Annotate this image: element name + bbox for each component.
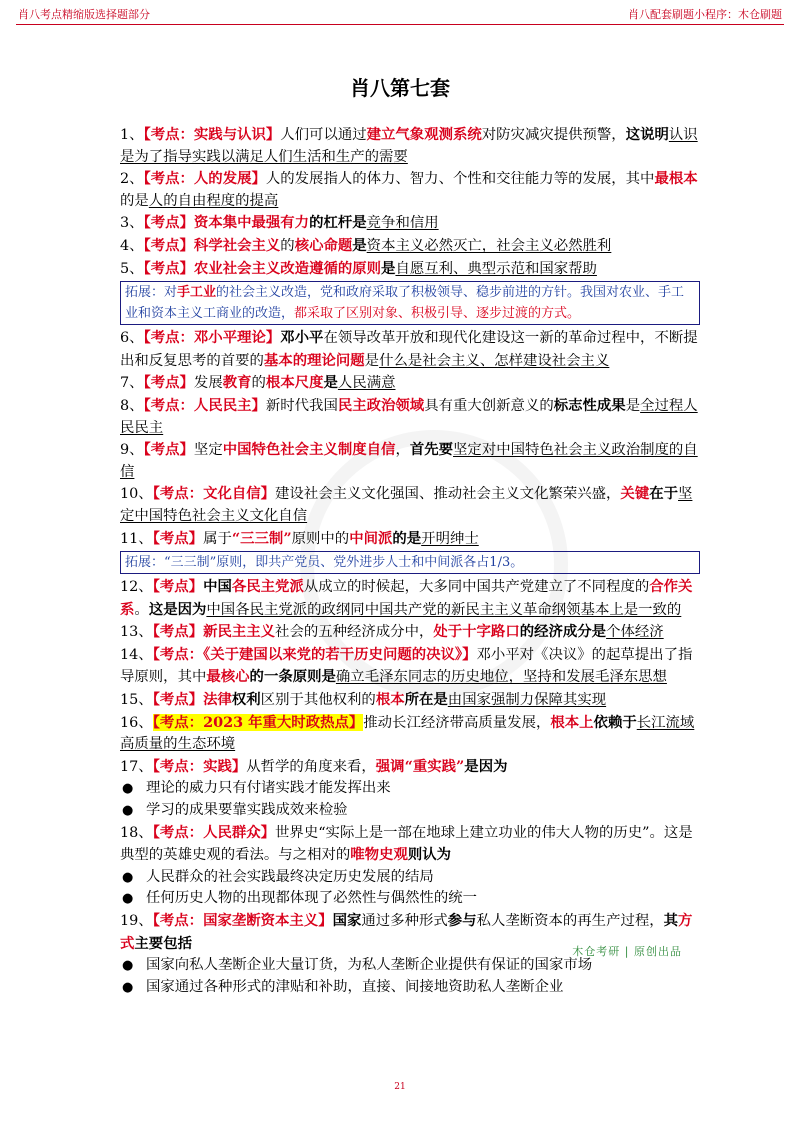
item-6: 6、【考点：邓小平理论】邓小平在领导改革开放和现代化建设这一新的革命过程中，不断提出和反复思考的首要的基本的理论问题是什么是社会主义、怎样建设社会主义 bbox=[120, 329, 698, 369]
item-13: 13、【考点】新民主主义社会的五种经济成分中，处于十字路口的经济成分是个体经济 bbox=[120, 623, 664, 641]
item-4: 4、【考点】科学社会主义的核心命题是资本主义必然灭亡，社会主义必然胜利 bbox=[120, 236, 612, 254]
item-3: 3、【考点】资本集中最强有力的杠杆是竞争和信用 bbox=[120, 214, 439, 232]
item-12: 12、【考点】中国各民主党派从成立的时候起，大多同中国共产党建立了不同程度的合作关系。这是因为中国各民主党派的政纲同中国共产党的新民主主义革命纲领基本上是一致的 bbox=[120, 578, 693, 618]
item-15: 15、【考点】法律权利区别于其他权利的根本所在是由国家强制力保障其实现 bbox=[120, 691, 607, 709]
item-11: 11、【考点】属于“三三制”原则中的中间派的是开明绅士 bbox=[120, 529, 479, 547]
header-divider bbox=[16, 24, 784, 25]
header-left: 肖八考点精缩版选择题部分 bbox=[18, 8, 150, 21]
item-16: 16、【考点：2023 年重大时政热点】推动长江经济带高质量发展，根本上依赖于长江流域高质量的生态环境 bbox=[120, 713, 695, 753]
extension-box-1: 拓展：对手工业的社会主义改造，党和政府采取了积极领导、稳步前进的方针。我国对农业、手工业和资本主义工商业的改造，都采取了区别对象、积极引导、逐步过渡的方式。 bbox=[120, 281, 700, 325]
item-19: 19、【考点：国家垄断资本主义】国家通过多种形式参与私人垄断资本的再生产过程，其方式主要包括 bbox=[120, 912, 693, 952]
item-14: 14、【考点：《关于建国以来党的若干历史问题的决议》】邓小平对《决议》的起草提出了指导原则，其中最核心的一条原则是确立毛泽东同志的历史地位，坚持和发展毛泽东思想 bbox=[120, 645, 693, 686]
item-8: 8、【考点：人民民主】新时代我国民主政治领域具有重大创新意义的标志性成果是全过程人民民主 bbox=[120, 396, 698, 436]
item-17-bullet-2: ● 学习的成果要靠实践成效来检验 bbox=[122, 802, 348, 819]
item-10: 10、【考点：文化自信】建设社会主义文化强国、推动社会主义文化繁荣兴盛，关键在于坚定中国特色社会主义文化自信 bbox=[120, 485, 693, 524]
item-17-bullet-1: ● 理论的威力只有付诸实践才能发挥出来 bbox=[122, 780, 391, 797]
content-body bbox=[120, 124, 700, 998]
item-9: 9、【考点】坚定中国特色社会主义制度自信，首先要坚定对中国特色社会主义政治制度的自信 bbox=[120, 441, 698, 480]
item-1: 1、【考点：实践与认识】人们可以通过建立气象观测系统对防灾减灾提供预警，这说明认识是为了指导实践以满足人们生活和生产的需要 bbox=[120, 126, 698, 165]
page-title: 肖八第七套 bbox=[350, 76, 450, 100]
extension-box-2: 拓展：“三三制”原则，即共产党员、党外进步人士和中间派各占1/3。 bbox=[120, 551, 700, 574]
item-19-bullet-1: ● 国家向私人垄断企业大量订货，为私人垄断企业提供有保证的国家市场 bbox=[122, 957, 593, 974]
page-number: 21 bbox=[394, 1082, 406, 1092]
item-2: 2、【考点：人的发展】人的发展指人的体力、智力、个性和交往能力等的发展，其中最根本的是人的自由程度的提高 bbox=[120, 170, 698, 209]
signature-stamp: 木仓考研 | 原创出品 bbox=[572, 945, 682, 958]
item-18-bullet-2: ● 任何历史人物的出现都体现了必然性与偶然性的统一 bbox=[122, 890, 477, 907]
item-19-bullet-2: ● 国家通过各种形式的津贴和补助，直接、间接地资助私人垄断企业 bbox=[122, 978, 564, 995]
item-17: 17、【考点：实践】从哲学的角度来看，强调“重实践”是因为 bbox=[120, 757, 508, 775]
item-18: 18、【考点：人民群众】世界史“实际上是一部在地球上建立功业的伟大人物的历史”。这是典型的英雄史观的看法。与之相对的唯物史观则认为 bbox=[120, 823, 693, 864]
item-5: 5、【考点】农业社会主义改造遵循的原则是自愿互利、典型示范和国家帮助 bbox=[120, 259, 597, 277]
item-7: 7、【考点】发展教育的根本尺度是人民满意 bbox=[120, 374, 396, 392]
header-right: 肖八配套刷题小程序：木仓刷题 bbox=[628, 8, 782, 21]
item-18-bullet-1: ● 人民群众的社会实践最终决定历史发展的结局 bbox=[122, 868, 434, 885]
